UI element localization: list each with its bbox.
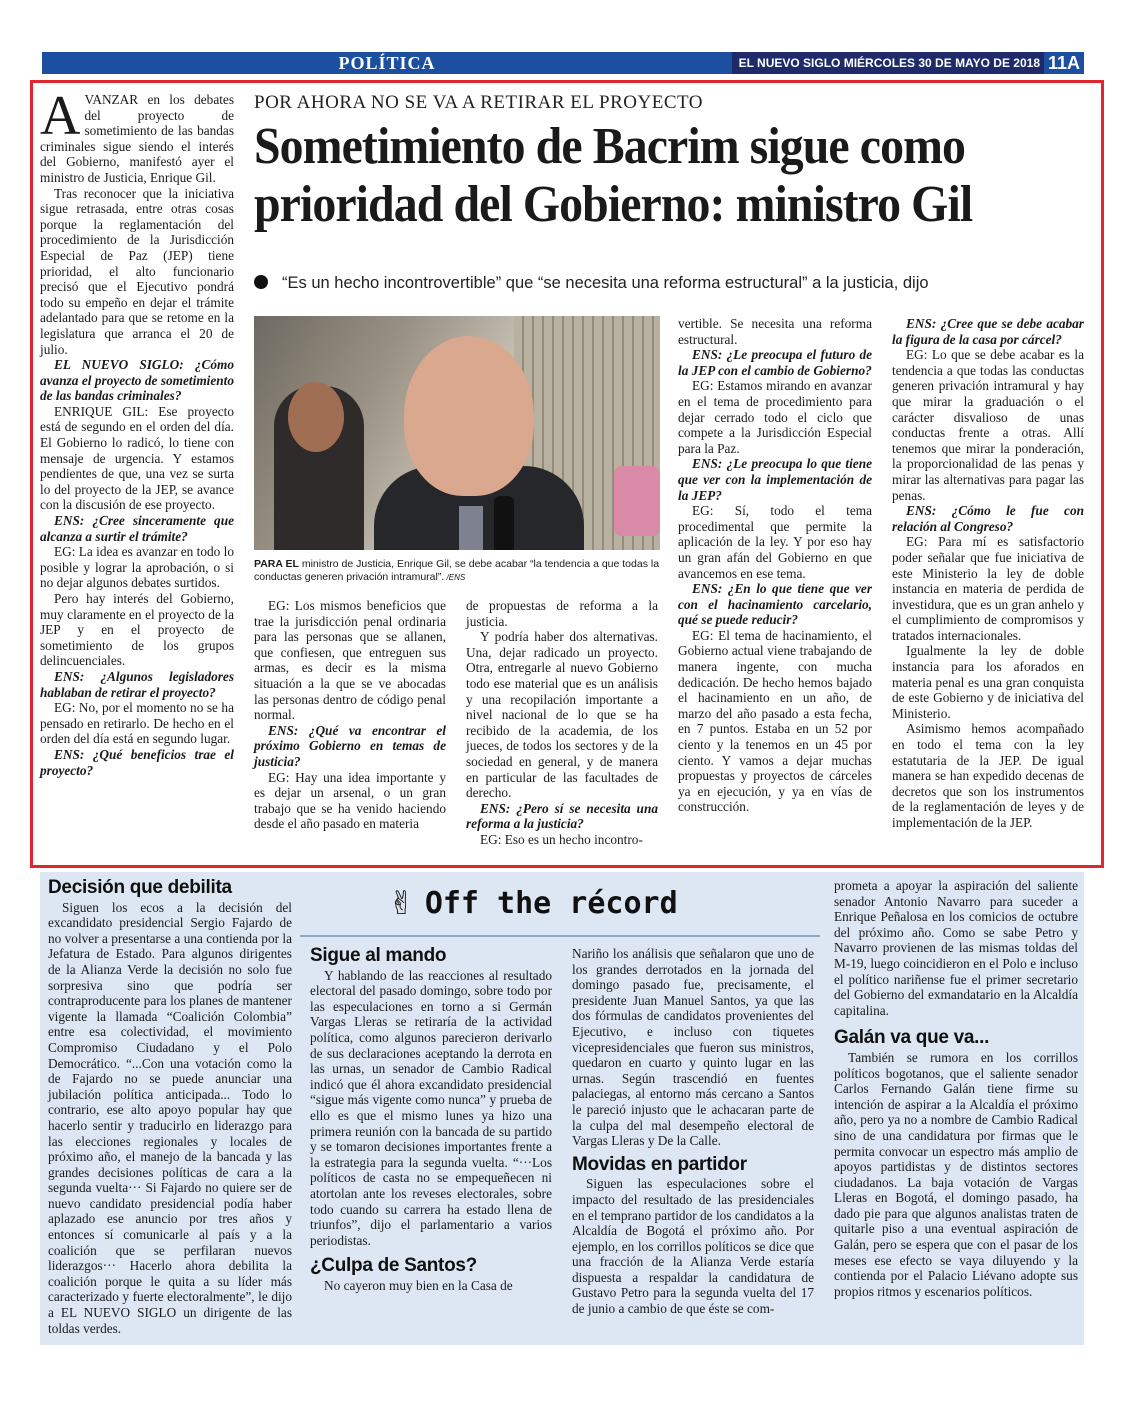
brief-title: Sigue al mando: [310, 945, 447, 966]
article-column-5: [892, 316, 1084, 831]
section-label: POLÍTICA: [42, 52, 732, 74]
question: ENS: ¿Qué beneficios trae el proyecto?: [40, 746, 234, 778]
off-column-2: [310, 946, 552, 1293]
paragraph: Tras reconocer que la iniciativa sigue retrasada, entre otras cosas porque la reglamentación del procedimiento de la Jurisdicción Especial de Paz (JEP) tiene prioridad, el alto funcionario precisó que el Ejecutivo pondrá todo su empeño en dejar el trámite adelantado para que se retome en la legislatura que arranca el 20 de julio.: [40, 185, 234, 357]
article-kicker: POR AHORA NO SE VA A RETIRAR EL PROYECTO: [254, 92, 703, 113]
brief-text: Siguen los ecos a la decisión del excandidato presidencial Sergio Fajardo de no volver a presentarse a una contienda por la Jefatura de Estado. Para algunos dirigentes de la Alianza Verde la decisión no solo fue sorpresiva sino que podría ser contraproducente para los planes de mantener vigente la llamada “Coalición Colombia” entre esa colectividad, el movimiento Compromiso Ciudadano y el Polo Democrático. “...Con una votación como la de Fajardo no se puede anunciar una jubilación política anticipada... Todo lo contrario, ese alto apoyo popular hay que hacerlo sentir y traducirlo en liderazgo para las elecciones regionales y locales de próximo año, el manejo de la bancada y las grandes decisiones políticas de cara a la segunda vuelta··· Si Fajardo no quiere ser de nuevo candidato presidencial podía haber aplazado ese anuncio por tres años y entonces sí comunicarle al país y a la coalición que se perfilaran nuevos liderazgos··· Hacerlo ahora debilita la coalición porque le quita a su líder más caracterizado y fuerte electoralmente”, le dijo a EL NUEVO SIGLO un dirigente de las toldas verdes.: [48, 899, 292, 1336]
answer: EG: Sí, todo el tema procedimental que permite la aplicación de la ley. Y por eso hay un gran afán del Gobierno en que avancemos en ese tema.: [678, 503, 872, 581]
paragraph: Y podría haber dos alternativas. Una, dejar radicado un proyecto. Otra, entregarle al nuevo Gobierno todo ese material que es un análisis y una recopilación importante a nivel nacional de lo que se ha recibido de la academia, de los jueces, de todos los sectores y de la sociedad en general, y de manera en particular de las facultades de derecho.: [466, 629, 658, 801]
page-number: 11A: [1044, 52, 1084, 74]
minister-photo: [254, 316, 660, 550]
answer: EG: Hay una idea importante y es dejar un arsenal, o un gran trabajo que se ha venido haciendo desde el año pasado en materia: [254, 769, 446, 832]
answer: EG: No, por el momento no se ha pensado en retirarlo. De hecho en el orden del día está en segundo lugar.: [40, 700, 234, 747]
article-column-2: [254, 598, 446, 832]
brief-title: Galán va que va...: [834, 1027, 990, 1049]
off-the-record-title: ✌ Off the récord: [388, 884, 678, 922]
brief-text: No cayeron muy bien en la Casa de: [324, 1277, 513, 1293]
question: ENS: ¿Pero sí se necesita una reforma a la justicia?: [466, 800, 658, 832]
article-deck: [254, 274, 929, 293]
answer: EG: Eso es un hecho incontro-: [480, 831, 643, 847]
victory-hand-icon: ✌: [388, 884, 415, 922]
drop-cap: A: [40, 85, 81, 147]
question: ENS: ¿Cree sinceramente que alcanza a surtir el trámite?: [40, 513, 234, 544]
question: EL NUEVO SIGLO: ¿Cómo avanza el proyecto de sometimiento de las bandas criminales?: [40, 357, 234, 404]
question: ENS: ¿Le preocupa el futuro de la JEP con el cambio de Gobierno?: [678, 347, 872, 378]
off-column-3: [572, 946, 814, 1317]
answer: EG: Para mí es satisfactorio poder señalar que fue iniciativa de este Ministerio la ley de doble instancia en materia de perdida de investidura, que es un gran anhelo y el cumplimiento de compromisos y tratados internacionales.: [892, 534, 1084, 643]
question: ENS: ¿Cómo le fue con relación al Congreso?: [892, 503, 1084, 534]
deck-text: “Es un hecho incontrovertible” que “se necesita una reforma estructural” a la justicia, dijo: [282, 274, 929, 292]
answer: EG: Estamos mirando en avanzar en el tema de procedimiento para dejar cerrado todo el ciclo que compete a la Jurisdicción Especial para la Paz.: [678, 378, 872, 456]
paragraph: de propuestas de reforma a la justicia.: [466, 598, 658, 629]
article-column-3: [466, 598, 658, 848]
paragraph: vertible. Se necesita una reforma estructural.: [678, 316, 872, 347]
answer: EG: Los mismos beneficios que trae la jurisdicción penal ordinaria para las personas que se allanen, que confiesen, que entreguen sus armas, es decir es la misma situación a la que se ve abocadas las personas dentro de código penal normal.: [254, 598, 446, 723]
brief-text: Siguen las especulaciones sobre el impacto del resultado de las presidenciales en el temprano partidor de los candidatos a la Alcaldía de Bogotá el próximo año. Por ejemplo, en los corrillos políticos se dice que una fracción de la Alianza Verde estaría dispuesta a respaldar la candidatura de Gustavo Petro para la segunda vuelta del 17 de junio a cambio de que éste se com-: [572, 1176, 814, 1317]
off-column-4: [834, 878, 1078, 1299]
article-column-1: [40, 85, 234, 778]
answer: EG: La idea es avanzar en todo lo posible y lograr la aprobación, o si no dejar algunos debates surtidos.: [40, 544, 234, 591]
answer: EG: Lo que se debe acabar es la tendencia a que todas las conductas generen privación intramural y hay que mirar la graduación o el carácter disvalioso de unas conductas frente a otras. Allí tenemos que mirar la ponderación, la proporcionalidad de las penas y mirar las alternativas para pagar las penas.: [892, 347, 1084, 503]
brief-title: Decisión que debilita: [48, 877, 232, 898]
bullet-icon: [254, 275, 268, 289]
brief-text: Nariño los análisis que señalaron que uno de los grandes derrotados en la jornada del domingo pasado fue, precisamente, el presidente Juan Manuel Santos, ya que las dos fórmulas de candidatos provenientes del Ejecutivo, e incluso con tiquetes vicepresidenciales que fueron sus ministros, quedaron en cuarto y quinto lugar en las urnas. Según trascendió en fuentes palaciegas, al entorno más cercano a Santos le pareció injusto que le achacaran parte de la culpa del mal desempeño electoral de Vargas Lleras y De la Calle.: [572, 946, 814, 1149]
brief-title: ¿Culpa de Santos?: [310, 1255, 477, 1277]
headline-line-1: Sometimiento de Bacrim sigue como: [254, 118, 966, 175]
photo-caption: PARA EL ministro de Justicia, Enrique Gil, se debe acabar “la tendencia a que todas la conductas generen privación intramural”. /ENS: [254, 558, 660, 583]
brief-title: Movidas en partidor: [572, 1153, 747, 1175]
brief-text: Y hablando de las reacciones al resultado electoral del pasado domingo, sobre todo por las especulaciones en torno a si Germán Vargas Lleras se retiraría de la actividad política, como algunos parecieron derivarlo de sus declaraciones aceptando la derrota en las urnas, un senador de Cambio Radical indicó que él ahora excandidato presidencial “sigue más vigente como nunca” y prueba de ello es que el mismo lunes ya hizo una primera reunión con la bancada de su partido y se tomaron decisiones importantes frente a la estrategia para la segunda vuelta. “···Los políticos de casta no se empequeñecen ni atortolan ante los reveses electorales, sobre todo cuando su carrera ha estado llena de triunfos”, dijo el parlamentario a varios periodistas.: [310, 967, 552, 1248]
question: ENS: ¿En lo que tiene que ver con el hacinamiento carcelario, qué se puede reducir?: [678, 581, 872, 628]
question: ENS: ¿Le preocupa lo que tiene que ver con la implementación de la JEP?: [678, 456, 872, 503]
edition-date: EL NUEVO SIGLO MIÉRCOLES 30 DE MAYO DE 2018: [738, 56, 1040, 70]
paragraph: AVANZAR en los debates del proyecto de sometimiento de las bandas criminales sigue siendo el interés del Gobierno, manifestó ayer el ministro de Justicia, Enrique Gil.: [40, 85, 234, 185]
answer: ENRIQUE GIL: Ese proyecto está de segundo en el orden del día. El Gobierno lo radicó, lo tiene con mensaje de urgencia. Y estamos pendientes de que, una vez se surta lo del proyecto de la JEP, se avance con la discusión de ese proyecto.: [40, 403, 234, 513]
paragraph: Pero hay interés del Gobierno, muy claramente en el proyecto de la JEP y en el proyecto de sometimiento de los grupos delincuenciales.: [40, 591, 234, 669]
off-column-1: [48, 878, 292, 1336]
paragraph: Asimismo hemos acompañado en todo el tema con la ley estatutaria de la JEP. De igual manera se han expedido decenas de decretos que son los instrumentos de la reglamentación de leyes y de implementación de la JEP.: [892, 721, 1084, 830]
paragraph: Igualmente la ley de doble instancia para los aforados en materia penal es una gran conquista de este Gobierno y de iniciativa del Ministerio.: [892, 643, 1084, 721]
masthead: [42, 52, 1084, 74]
brief-text: prometa a apoyar la aspiración del saliente senador Antonio Navarro para suceder a Enrique Peñalosa en los comicios de octubre del próximo año. Como se sabe Petro y Navarro provienen de las mismas toldas del M-19, luego coincidieron en el Polo e incluso el político nariñense fue el primer secretario del Gobierno del exmandatario en la Alcaldía capitalina.: [834, 878, 1078, 1018]
brief-text: También se rumora en los corrillos políticos bogotanos, que el saliente senador Carlos Fernando Galán tiene firme su intención de aspirar a la Alcaldía el próximo año, pero ya no a nombre de Cambio Radical sino de una candidatura por firmas que le permita convocar un espectro más amplio de apoyos partidistas y de distintos sectores ciudadanos. La baja votación de Vargas Lleras en Bogotá, el domingo pasado, ha dado pie para que algunos analistas traten de quitarle piso a una eventual aspiración de Galán, pero se espera que con el pasar de los meses ese efecto se vaya diluyendo y la contienda por el Palacio Liévano adopte sus propios ritmos y escenarios políticos.: [834, 1049, 1078, 1299]
question: ENS: ¿Cree que se debe acabar la figura de la casa por cárcel?: [892, 316, 1084, 347]
article-headline: [254, 118, 1018, 234]
divider: [300, 935, 820, 937]
answer: EG: El tema de hacinamiento, el Gobierno actual viene trabajando de manera ingente, con mucha dedicación. De hecho hemos bajado el hacinamiento en un año, de marzo del año pasado a esta fecha, en 7 puntos. Estaba en un 52 por ciento y la tenemos en un 45 por ciento. Y vamos a dejar muchas propuestas y proyectos de cárceles ya en ejecución, y ya en vías de construcción.: [678, 627, 872, 815]
question: ENS: ¿Algunos legisladores hablaban de retirar el proyecto?: [40, 668, 234, 700]
article-column-4: [678, 316, 872, 815]
question: ENS: ¿Qué va encontrar el próximo Gobierno en temas de justicia?: [254, 722, 446, 769]
headline-line-2: prioridad del Gobierno: ministro Gil: [254, 176, 973, 233]
